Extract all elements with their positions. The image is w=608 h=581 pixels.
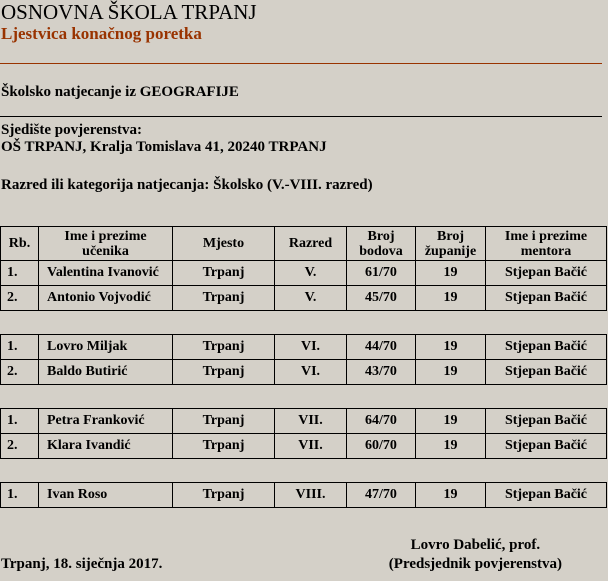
cell-place: Trpanj <box>173 261 275 286</box>
table-header-row <box>1 227 607 261</box>
col-header-county: Broj županije <box>416 227 486 261</box>
table-row <box>1 483 607 508</box>
cell-name: Valentina Ivanović <box>39 261 173 286</box>
cell-points: 45/70 <box>347 286 416 311</box>
cell-rb: 1. <box>1 335 39 360</box>
cell-name: Petra Franković <box>39 409 173 434</box>
cell-mentor: Stjepan Bačić <box>486 261 607 286</box>
cell-points: 61/70 <box>347 261 416 286</box>
cell-rb: 2. <box>1 434 39 459</box>
table-row <box>1 360 607 385</box>
cell-rb: 1. <box>1 409 39 434</box>
group-spacer-row <box>1 385 607 409</box>
cell-points: 64/70 <box>347 409 416 434</box>
cell-name: Klara Ivandić <box>39 434 173 459</box>
cell-place: Trpanj <box>173 434 275 459</box>
cell-place: Trpanj <box>173 483 275 508</box>
cell-place: Trpanj <box>173 335 275 360</box>
cell-name: Ivan Roso <box>39 483 173 508</box>
table-row <box>1 409 607 434</box>
table-row <box>1 286 607 311</box>
category-line: Razred ili kategorija natjecanja: Školsko (V.-VIII. razred) <box>1 177 373 193</box>
cell-mentor: Stjepan Bačić <box>486 483 607 508</box>
cell-mentor: Stjepan Bačić <box>486 286 607 311</box>
spacer-cell <box>1 311 607 335</box>
cell-grade: VIII. <box>275 483 347 508</box>
seat-value: OŠ TRPANJ, Kralja Tomislava 41, 20240 TRPANJ <box>1 139 327 155</box>
spacer-cell <box>1 459 607 483</box>
seat-label: Sjedište povjerenstva: <box>1 122 142 138</box>
col-header-rb: Rb. <box>1 227 39 261</box>
cell-county: 19 <box>416 360 486 385</box>
cell-points: 60/70 <box>347 434 416 459</box>
spacer-cell <box>1 385 607 409</box>
col-header-points: Broj bodova <box>347 227 416 261</box>
cell-rb: 2. <box>1 286 39 311</box>
col-header-mentor: Ime i prezime mentora <box>486 227 607 261</box>
results-table <box>0 226 607 508</box>
document-subtitle: Ljestvica konačnog poretka <box>1 24 202 43</box>
cell-mentor: Stjepan Bačić <box>486 434 607 459</box>
signer-name: Lovro Dabelić, prof. <box>410 537 541 553</box>
cell-grade: V. <box>275 261 347 286</box>
table-row <box>1 335 607 360</box>
cell-place: Trpanj <box>173 286 275 311</box>
cell-county: 19 <box>416 261 486 286</box>
cell-rb: 1. <box>1 261 39 286</box>
cell-county: 19 <box>416 483 486 508</box>
header-divider <box>0 63 602 64</box>
cell-rb: 1. <box>1 483 39 508</box>
col-header-place: Mjesto <box>173 227 275 261</box>
cell-grade: V. <box>275 286 347 311</box>
group-spacer-row <box>1 311 607 335</box>
table-row <box>1 434 607 459</box>
cell-name: Antonio Vojvodić <box>39 286 173 311</box>
signature-block <box>389 536 562 574</box>
cell-grade: VI. <box>275 360 347 385</box>
cell-grade: VI. <box>275 335 347 360</box>
cell-points: 44/70 <box>347 335 416 360</box>
table-row <box>1 261 607 286</box>
cell-name: Baldo Butirić <box>39 360 173 385</box>
cell-county: 19 <box>416 434 486 459</box>
results-body <box>1 261 607 508</box>
section-divider <box>0 116 602 117</box>
cell-points: 43/70 <box>347 360 416 385</box>
document-date: Trpanj, 18. siječnja 2017. <box>1 556 163 572</box>
cell-county: 19 <box>416 335 486 360</box>
cell-county: 19 <box>416 409 486 434</box>
cell-county: 19 <box>416 286 486 311</box>
cell-points: 47/70 <box>347 483 416 508</box>
cell-grade: VII. <box>275 409 347 434</box>
cell-name: Lovro Miljak <box>39 335 173 360</box>
cell-grade: VII. <box>275 434 347 459</box>
school-name: OSNOVNA ŠKOLA TRPANJ <box>1 0 257 24</box>
signer-role: (Predsjednik povjerenstva) <box>388 556 562 572</box>
cell-mentor: Stjepan Bačić <box>486 409 607 434</box>
col-header-name: Ime i prezime učenika <box>39 227 173 261</box>
cell-place: Trpanj <box>173 409 275 434</box>
cell-rb: 2. <box>1 360 39 385</box>
col-header-grade: Razred <box>275 227 347 261</box>
cell-place: Trpanj <box>173 360 275 385</box>
group-spacer-row <box>1 459 607 483</box>
cell-mentor: Stjepan Bačić <box>486 360 607 385</box>
competition-title: Školsko natjecanje iz GEOGRAFIJE <box>1 84 239 100</box>
cell-mentor: Stjepan Bačić <box>486 335 607 360</box>
